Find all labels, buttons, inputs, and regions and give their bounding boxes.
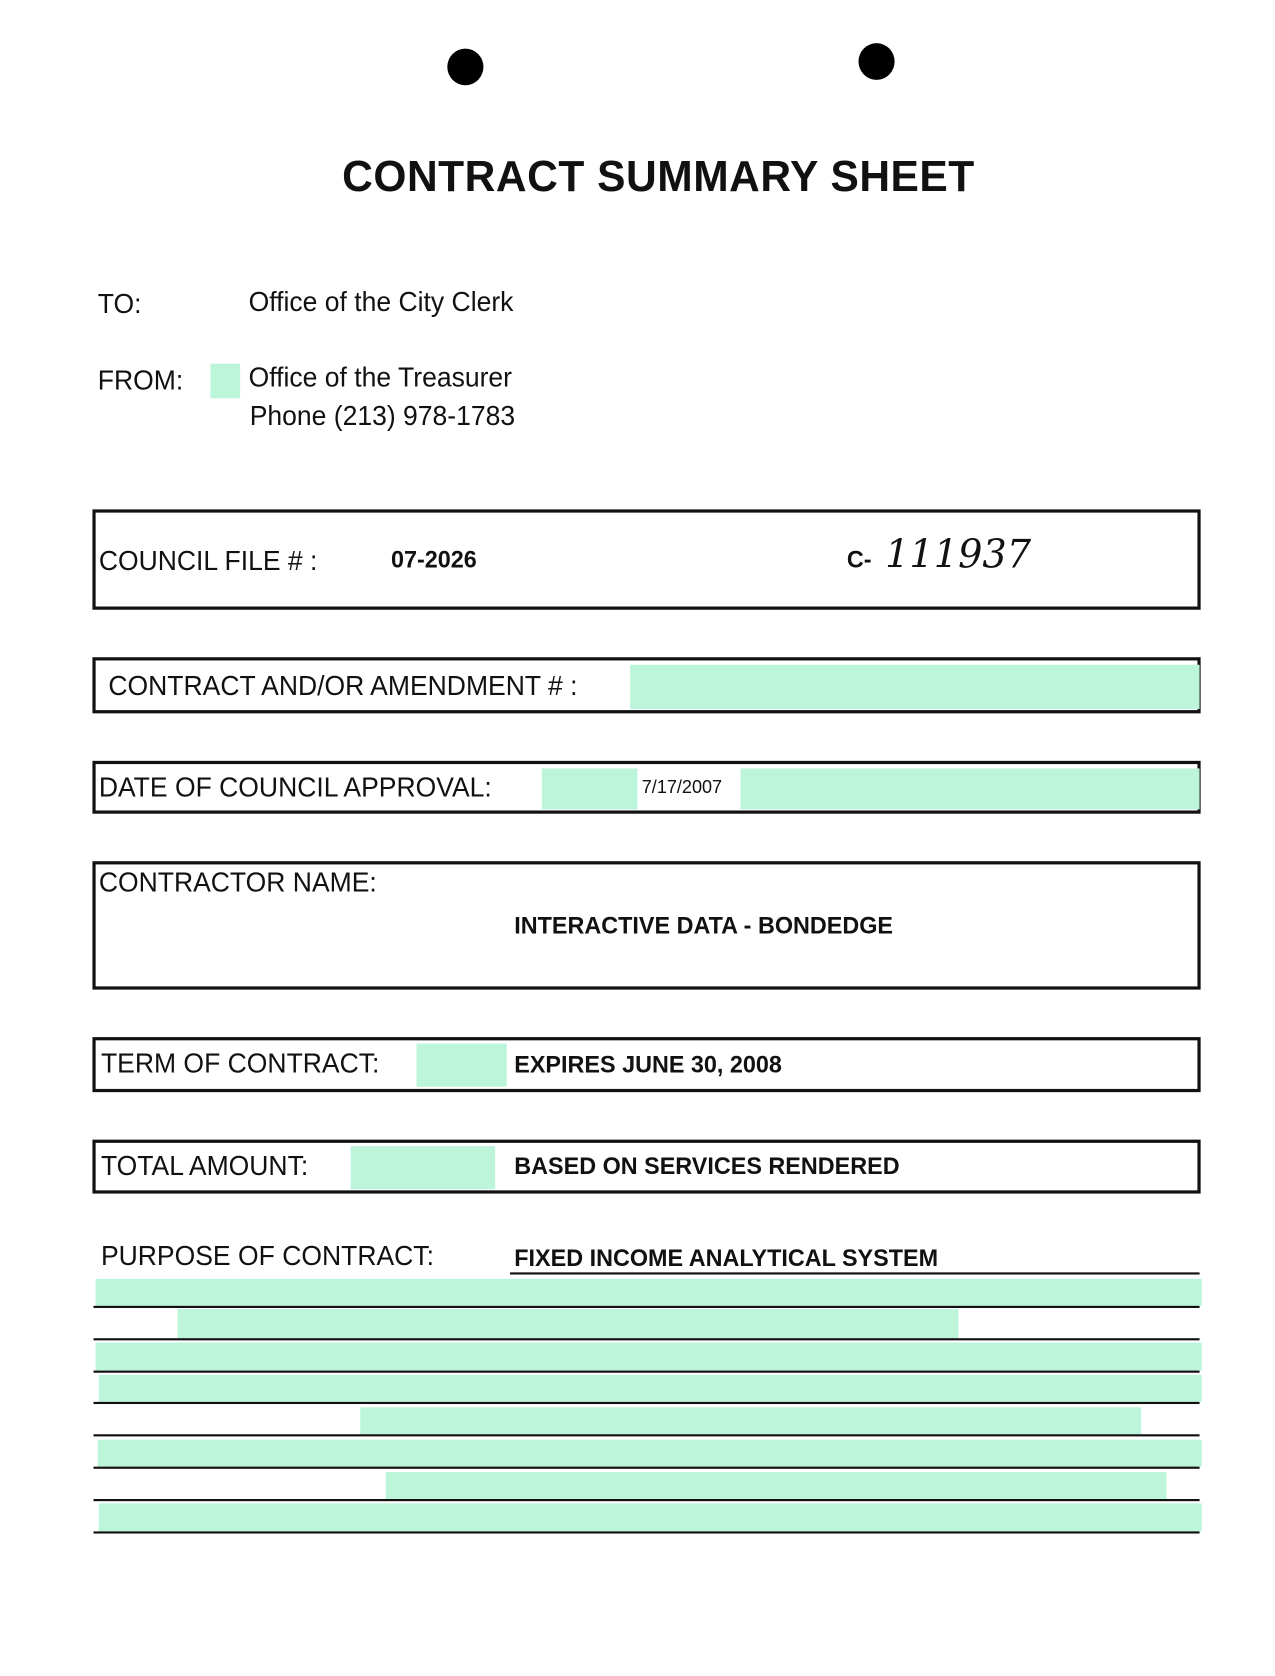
redaction-highlight bbox=[360, 1407, 1141, 1434]
term-label: TERM OF CONTRACT: bbox=[100, 1046, 380, 1080]
to-label: TO: bbox=[97, 287, 142, 320]
purpose-value: FIXED INCOME ANALYTICAL SYSTEM bbox=[514, 1244, 939, 1272]
to-value: Office of the City Clerk bbox=[248, 284, 514, 318]
redaction-highlight bbox=[99, 1375, 1202, 1402]
total-amount-label: TOTAL AMOUNT: bbox=[100, 1149, 309, 1182]
c-number-handwritten: 111937 bbox=[885, 533, 1032, 578]
term-value: EXPIRES JUNE 30, 2008 bbox=[514, 1051, 782, 1079]
purpose-line bbox=[94, 1531, 1200, 1533]
punch-hole bbox=[447, 49, 483, 86]
from-label: FROM: bbox=[97, 363, 184, 397]
redaction-highlight bbox=[96, 1343, 1202, 1371]
purpose-line bbox=[94, 1434, 1200, 1436]
purpose-line bbox=[94, 1306, 1200, 1308]
redaction-highlight bbox=[96, 1279, 1202, 1306]
redaction-highlight bbox=[630, 665, 1200, 709]
redaction-highlight bbox=[210, 364, 240, 399]
redaction-highlight bbox=[351, 1146, 496, 1189]
redaction-highlight bbox=[98, 1440, 1202, 1467]
c-number-prefix: C- bbox=[846, 546, 872, 574]
purpose-line bbox=[94, 1499, 1200, 1501]
purpose-line bbox=[94, 1338, 1200, 1340]
from-phone: Phone (213) 978-1783 bbox=[249, 399, 516, 432]
council-file-label: COUNCIL FILE # : bbox=[98, 543, 318, 577]
council-approval-label: DATE OF COUNCIL APPROVAL: bbox=[98, 770, 492, 803]
total-amount-value: BASED ON SERVICES RENDERED bbox=[514, 1152, 900, 1180]
contractor-label: CONTRACTOR NAME: bbox=[98, 865, 377, 898]
purpose-underline bbox=[510, 1272, 1200, 1274]
punch-hole bbox=[859, 43, 895, 80]
redaction-highlight bbox=[177, 1309, 958, 1338]
council-file-value: 07-2026 bbox=[391, 546, 477, 574]
redaction-highlight bbox=[417, 1044, 507, 1087]
purpose-label: PURPOSE OF CONTRACT: bbox=[100, 1238, 434, 1272]
council-approval-date: 7/17/2007 bbox=[641, 777, 723, 798]
redaction-highlight bbox=[542, 768, 638, 809]
purpose-line bbox=[94, 1371, 1200, 1373]
purpose-line bbox=[94, 1467, 1200, 1469]
redaction-highlight bbox=[99, 1503, 1202, 1531]
redaction-highlight bbox=[386, 1472, 1167, 1499]
redaction-highlight bbox=[741, 768, 1200, 809]
purpose-line bbox=[94, 1402, 1200, 1404]
from-value: Office of the Treasurer bbox=[248, 360, 512, 393]
contract-amendment-label: CONTRACT AND/OR AMENDMENT # : bbox=[108, 669, 578, 702]
contractor-value: INTERACTIVE DATA - BONDEDGE bbox=[514, 911, 894, 939]
page-title: CONTRACT SUMMARY SHEET bbox=[342, 153, 975, 201]
